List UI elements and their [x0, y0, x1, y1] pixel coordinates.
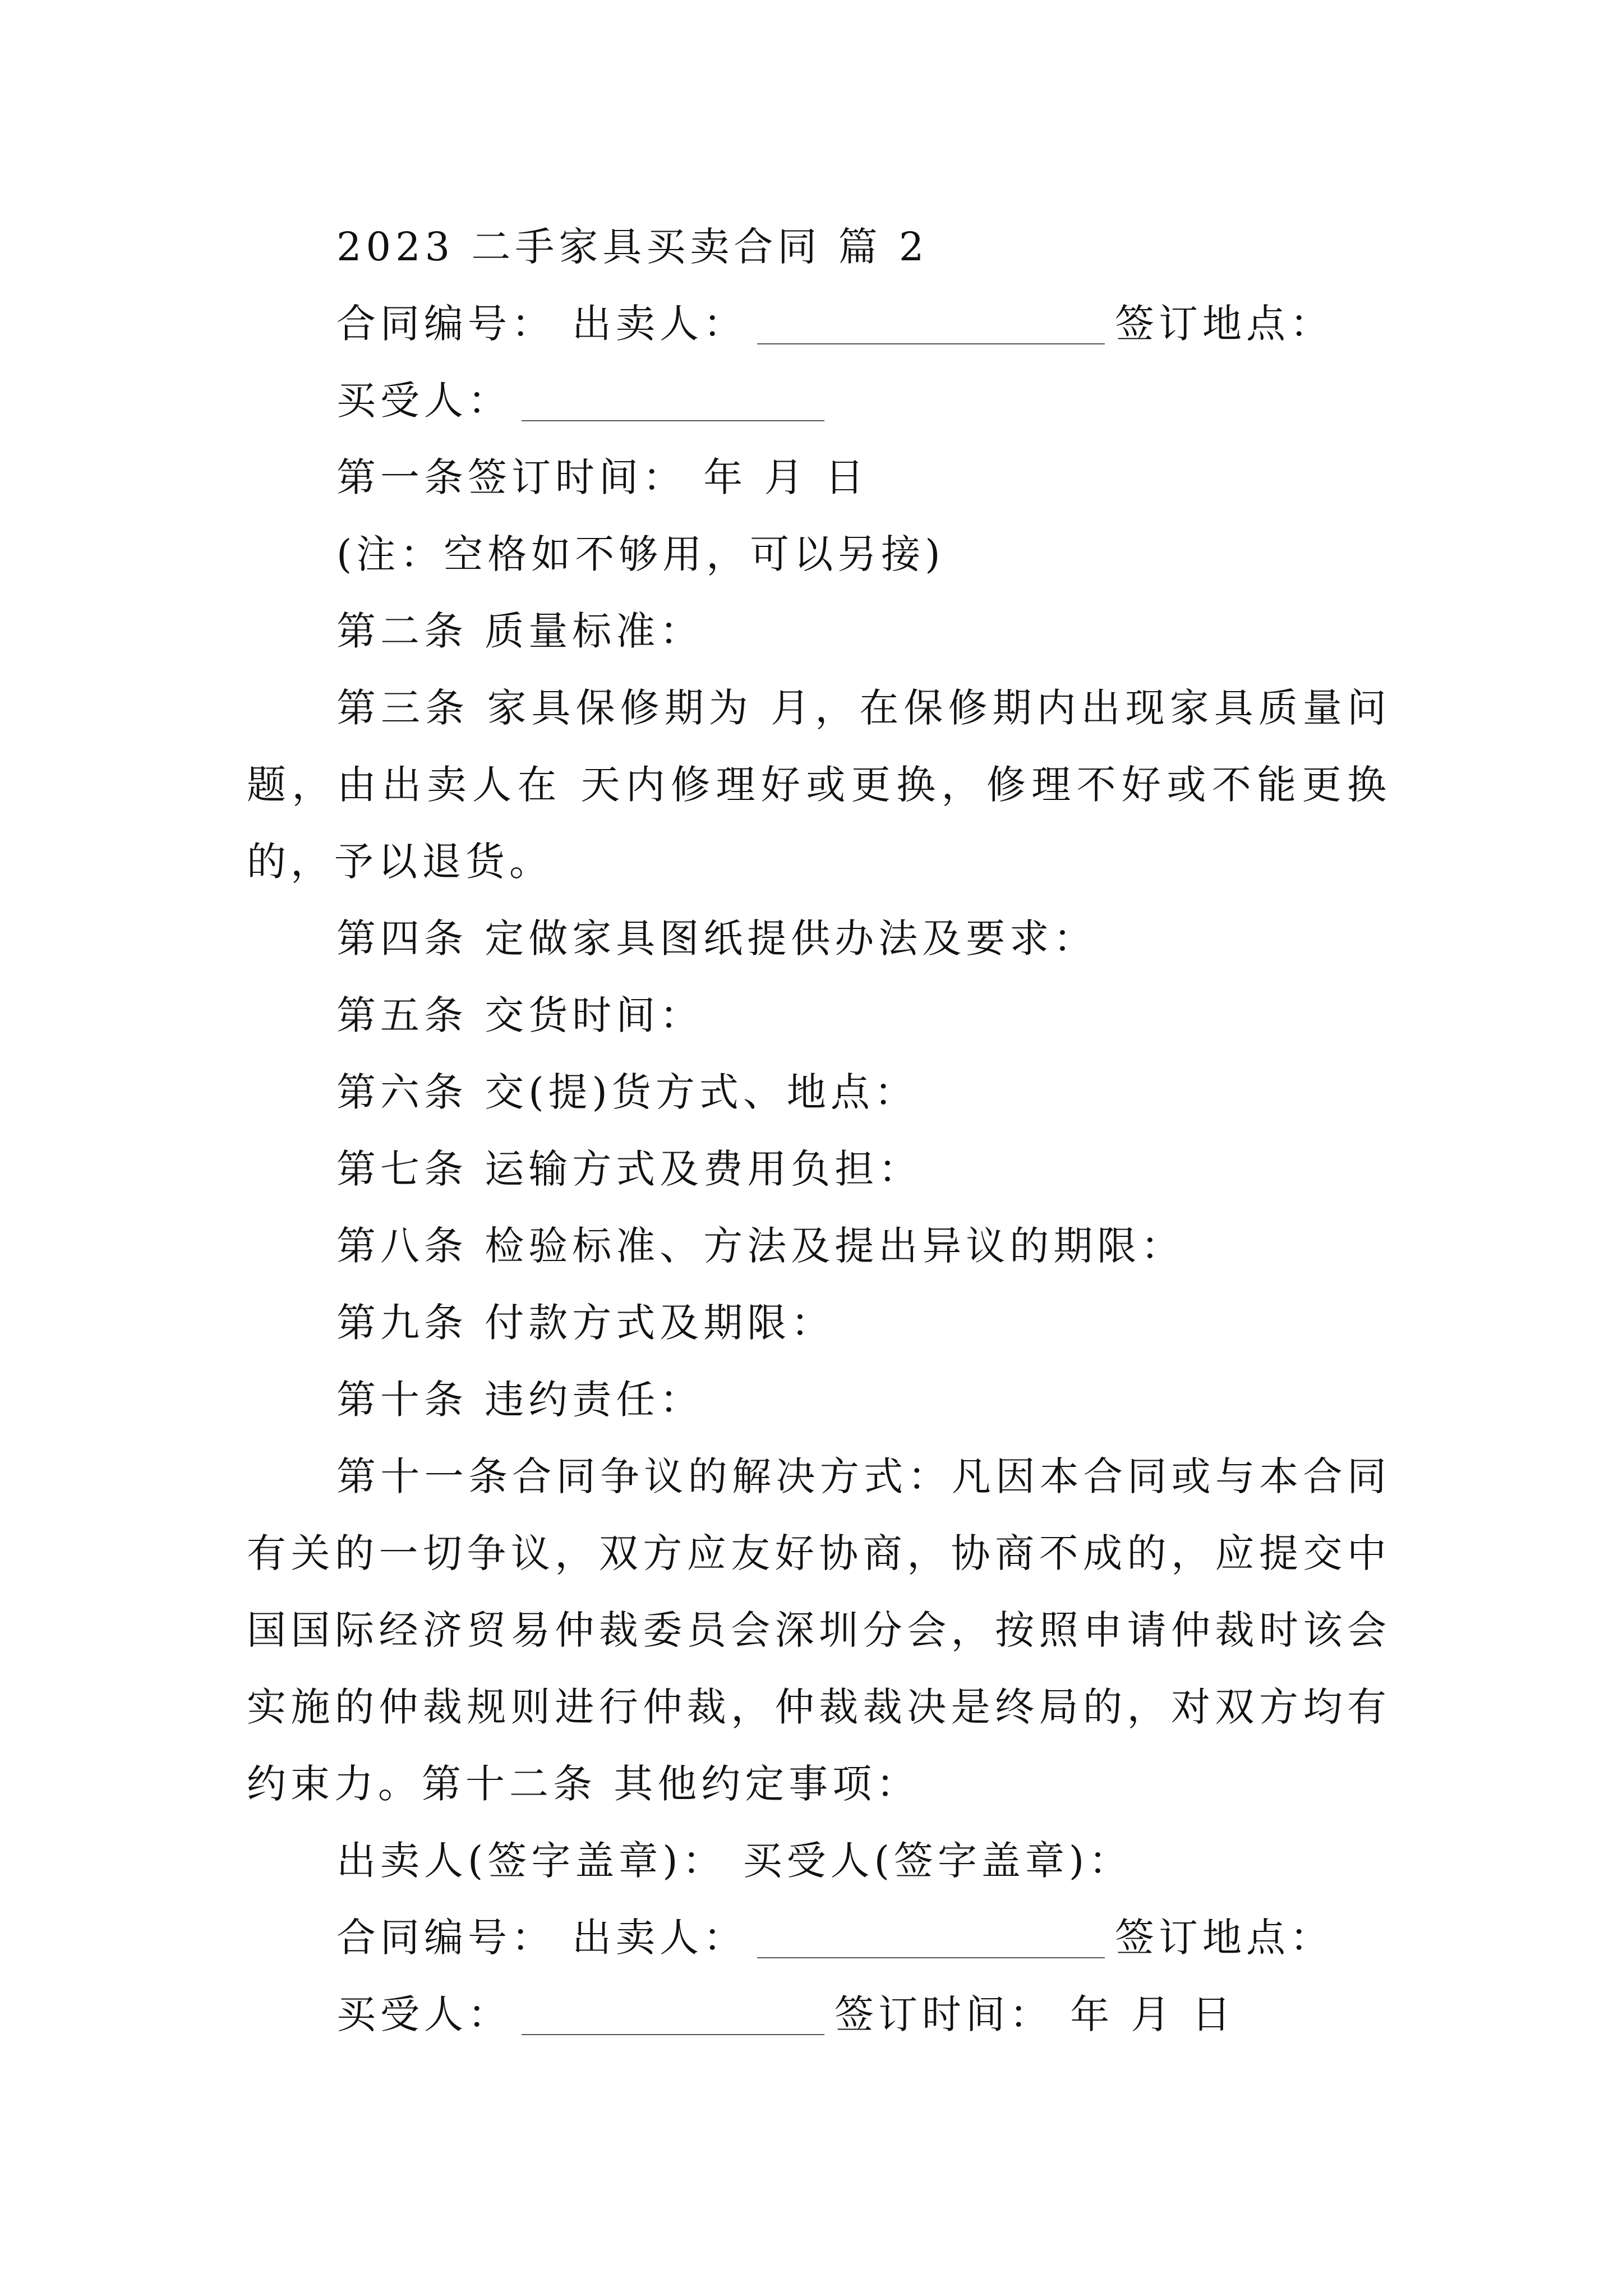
footer-buyer-blank	[522, 2000, 824, 2035]
clause-1: 第一条签订时间： 年 月 日	[336, 454, 869, 500]
clause-7: 第七条 运输方式及费用负担：	[336, 1146, 923, 1192]
document-body	[247, 209, 1391, 2053]
clause-9: 第九条 付款方式及期限：	[336, 1300, 835, 1346]
clause-5: 第五条 交货时间：	[336, 992, 704, 1038]
header-line-2	[247, 362, 1391, 439]
clause-4: 第四条 定做家具图纸提供办法及要求：	[336, 915, 1098, 961]
footer-buyer-label: 买受人：	[336, 1991, 511, 2037]
seller-label: 出卖人：	[572, 301, 747, 347]
clause-8: 第八条 检验标准、方法及提出异议的期限：	[336, 1223, 1185, 1269]
note-line: (注：空格如不够用，可以另接)	[336, 531, 945, 577]
seller-signature-label: 出卖人(签字盖章)：	[336, 1838, 726, 1884]
footer-seller-blank	[757, 1924, 1105, 1958]
footer-signing-time: 签订时间： 年 月 日	[834, 1991, 1235, 2037]
contract-number-label: 合同编号：	[336, 301, 555, 347]
signature-line	[247, 1823, 1391, 1899]
footer-seller-label: 出卖人：	[572, 1915, 747, 1961]
document-title: 2023 二手家具买卖合同 篇 2	[336, 224, 929, 270]
signing-place-label: 签订地点：	[1115, 301, 1334, 347]
seller-blank	[757, 310, 1105, 344]
footer-signing-place-label: 签订地点：	[1115, 1915, 1334, 1961]
clause-2: 第二条 质量标准：	[336, 608, 704, 654]
clause-3: 第三条 家具保修期为 月，在保修期内出现家具质量问题，由出卖人在 天内修理好或更换，修理不好或不能更换的，予以退货。	[247, 685, 1391, 885]
footer-contract-number-label: 合同编号：	[336, 1915, 555, 1961]
buyer-blank	[522, 386, 824, 421]
header-line-1	[247, 286, 1391, 362]
footer-line-1	[247, 1899, 1391, 1976]
clause-6: 第六条 交(提)货方式、地点：	[336, 1069, 918, 1115]
clause-11: 第十一条合同争议的解决方式：凡因本合同或与本合同有关的一切争议，双方应友好协商，协商不成的，应提交中国国际经济贸易仲裁委员会深圳分会，按照申请仲裁时该会实施的仲裁规则进行仲裁，仲裁裁决是终局的，对双方均有约束力。第十二条 其他约定事项：	[247, 1453, 1391, 1807]
footer-line-2	[247, 1976, 1391, 2053]
buyer-label: 买受人：	[336, 378, 511, 424]
buyer-signature-label: 买受人(签字盖章)：	[743, 1838, 1133, 1884]
clause-10: 第十条 违约责任：	[336, 1377, 704, 1423]
